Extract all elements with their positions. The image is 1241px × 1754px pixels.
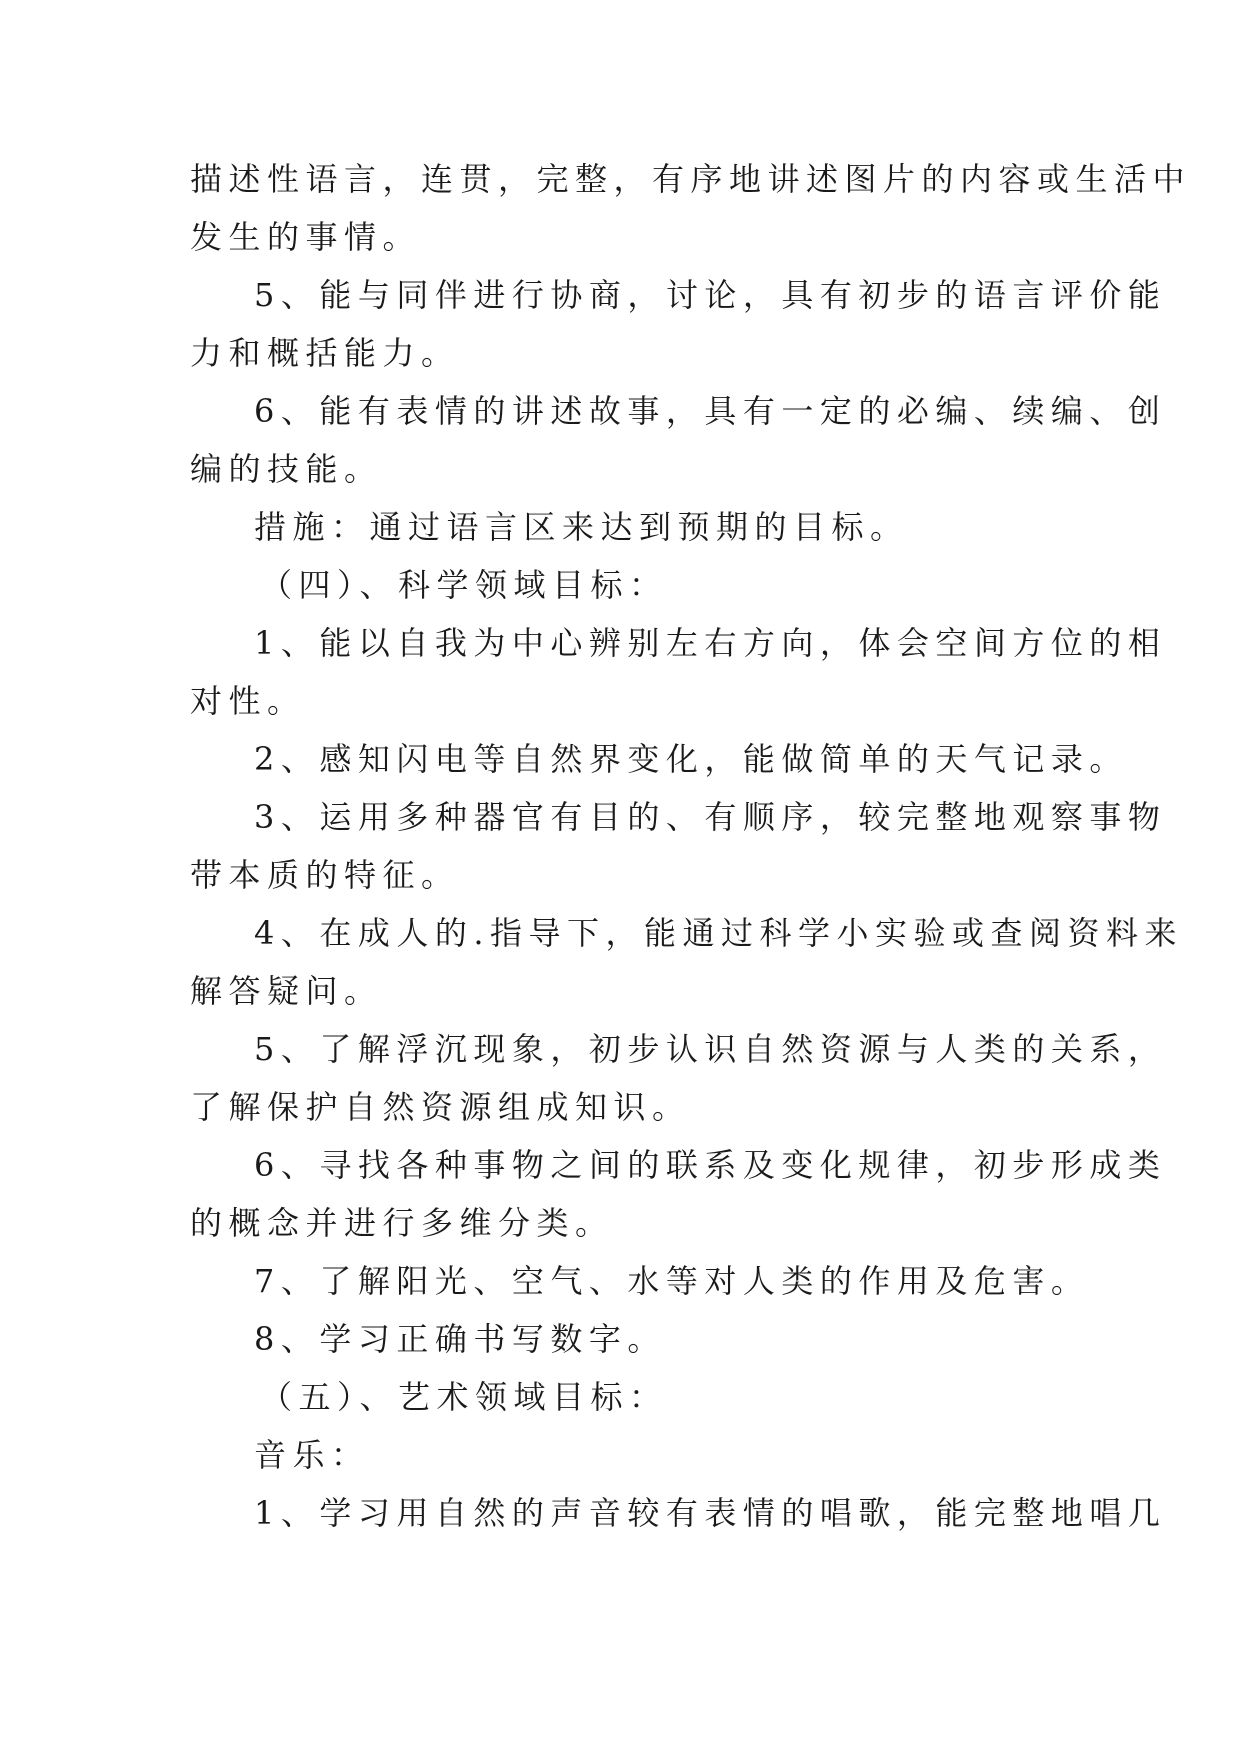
section-heading: （五）、艺术领域目标： — [260, 1378, 668, 1416]
list-item: 1、能以自我为中心辨别左右方向，体会空间方位的相 — [254, 624, 1167, 662]
text-line: 描述性语言，连贯，完整，有序地讲述图片的内容或生活中 — [190, 160, 1192, 198]
list-item: 6、寻找各种事物之间的联系及变化规律，初步形成类 — [254, 1146, 1167, 1184]
list-item: 4、在成人的.指导下，能通过科学小实验或查阅资料来 — [254, 914, 1184, 952]
list-item: 5、能与同伴进行协商，讨论，具有初步的语言评价能 — [254, 276, 1167, 314]
text-line: 解答疑问。 — [190, 972, 383, 1010]
text-line: 编的技能。 — [190, 450, 383, 488]
list-item: 7、了解阳光、空气、水等对人类的作用及危害。 — [254, 1262, 1090, 1300]
list-item: 8、学习正确书写数字。 — [254, 1320, 666, 1358]
text-line: 带本质的特征。 — [190, 856, 460, 894]
subsection-heading: 音乐： — [254, 1436, 370, 1474]
text-line: 发生的事情。 — [190, 218, 422, 256]
list-item: 5、了解浮沉现象，初步认识自然资源与人类的关系， — [254, 1030, 1167, 1068]
text-line: 力和概括能力。 — [190, 334, 460, 372]
list-item: 2、感知闪电等自然界变化，能做简单的天气记录。 — [254, 740, 1128, 778]
text-line: 了解保护自然资源组成知识。 — [190, 1088, 691, 1126]
text-line: 对性。 — [190, 682, 306, 720]
text-line: 的概念并进行多维分类。 — [190, 1204, 614, 1242]
list-item: 6、能有表情的讲述故事，具有一定的必编、续编、创 — [254, 392, 1167, 430]
document-page — [190, 150, 1192, 1542]
section-heading: （四）、科学领域目标： — [260, 566, 668, 604]
list-item: 3、运用多种器官有目的、有顺序，较完整地观察事物 — [254, 798, 1167, 836]
list-item: 1、学习用自然的声音较有表情的唱歌，能完整地唱几 — [254, 1494, 1167, 1532]
measures-line: 措施：通过语言区来达到预期的目标。 — [254, 508, 909, 546]
